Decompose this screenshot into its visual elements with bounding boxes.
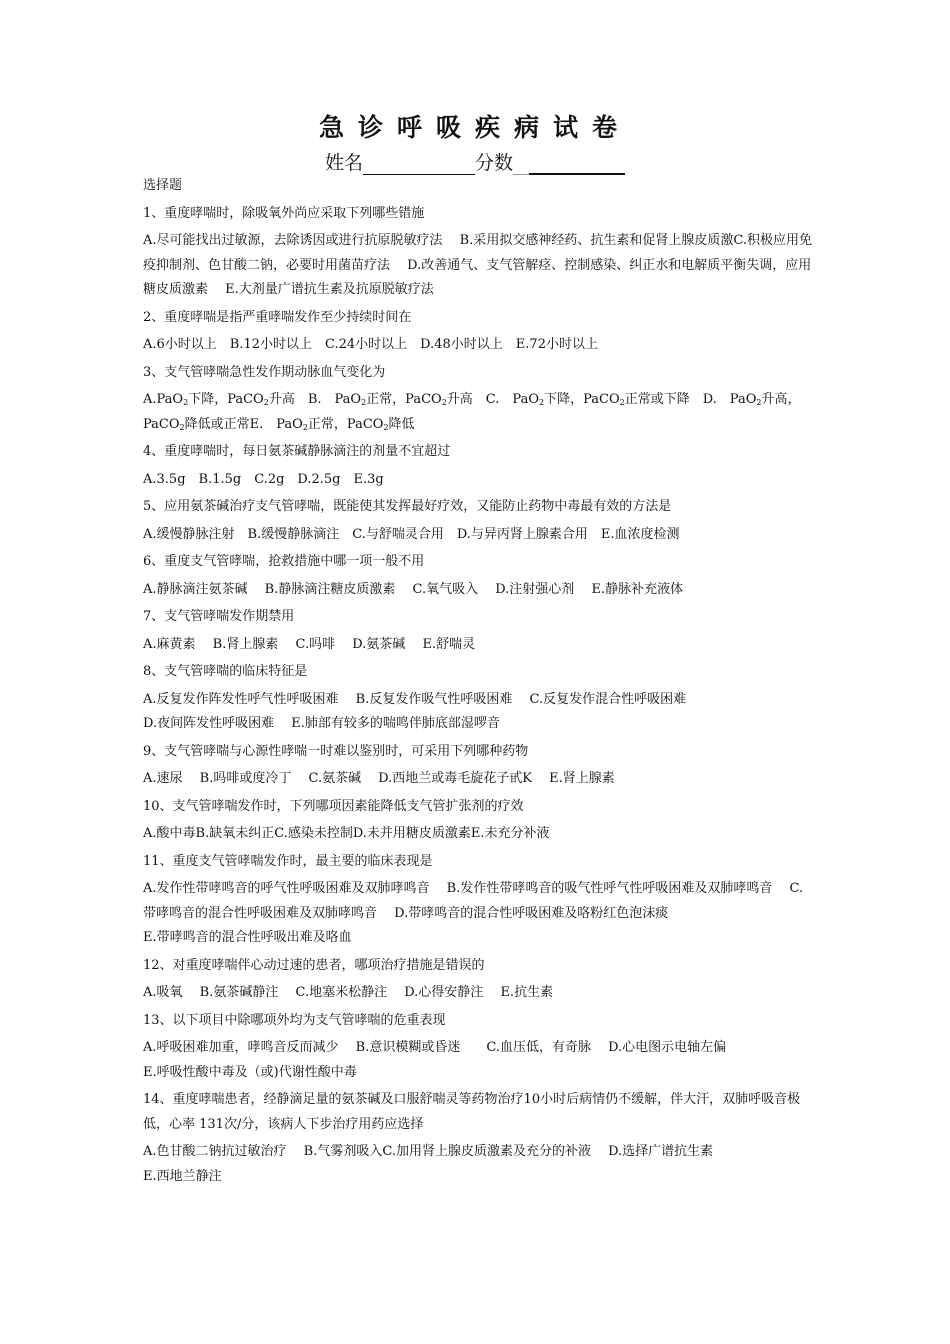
question-10: 10、支气管哮喘发作时，下列哪项因素能降低支气管扩张剂的疗效	[143, 798, 524, 814]
options-9: A.速尿 B.吗啡或度冷丁 C.氨茶碱 D.西地兰或毒毛旋花子甙K E.肾上腺素	[143, 771, 615, 786]
name-label: 姓名	[324, 152, 363, 174]
options-5: A.缓慢静脉注射 B.缓慢静脉滴注 C.与舒喘灵合用 D.与异丙肾上腺素合用 E.血浓度检测	[143, 526, 680, 542]
options-6: A.静脉滴注氨茶碱 B.静脉滴注糖皮质激素 C.氧气吸入 D.注射强心剂 E.静脉补充液体	[143, 581, 684, 597]
options-14: A.色甘酸二钠抗过敏治疗 B.气雾剂吸入C.加用肾上腺皮质激素及充分的补液 D.选择广谱抗生素 E.西地兰静注	[143, 1144, 714, 1184]
question-14: 14、重度哮喘患者，经静滴足量的氨茶碱及口服舒喘灵等药物治疗10小时后病情仍不缓解，伴大汗，双肺呼吸音极低，心率 131次/分，该病人下步治疗用药应选择	[143, 1092, 801, 1132]
question-1: 1、重度哮喘时，除吸氧外尚应采取下列哪些错施	[143, 205, 425, 221]
options-10: A.酸中毒B.缺氧未纠正C.感染未控制D.未并用糖皮质激素E.未充分补液	[143, 826, 550, 841]
name-score-line	[0, 148, 950, 175]
question-3: 3、支气管哮喘急性发作期动脉血气变化为	[143, 364, 386, 380]
options-12: A.吸氧 B.氨茶碱静注 C.地塞米松静注 D.心得安静注 E.抗生素	[143, 985, 554, 1000]
options-13: A.呼吸困难加重，哮鸣音反而减少 B.意识模糊或昏迷 C.血压低，有奇脉 D.心电图示电轴左偏 E.呼吸性酸中毒及（或)代谢性酸中毒	[143, 1040, 727, 1080]
question-2: 2、重度哮喘是指严重哮喘发作至少持续时间在	[143, 309, 412, 325]
options-11: A.发作性带哮鸣音的呼气性呼吸困难及双肺哮鸣音 B.发作性带哮鸣音的吸气性呼气性呼吸困难及双肺哮鸣音 C.带哮鸣音的混合性呼吸困难及双肺哮鸣音 D.带哮鸣音的混合性呼吸困难及咯粉红色泡沫痰 E.带哮鸣音的混合性呼吸出难及咯血	[143, 881, 804, 945]
name-blank[interactable]	[363, 156, 475, 175]
question-9: 9、支气管哮喘与心源性哮喘一时难以鉴别时，可采用下列哪种药物	[143, 743, 529, 759]
options-1: A.尽可能找出过敏源，去除诱因或进行抗原脱敏疗法 B.采用拟交感神经药、抗生素和促肾上腺皮质激C.积极应用免疫抑制剂、色甘酸二钠，必要时用菌苗疗法 D.改善通气、支气管解痉、控制感染、纠正水和电解质平衡失调，应用糖皮质激素 E.大剂量广谱抗生素及抗原脱敏疗法	[143, 233, 812, 297]
question-7: 7、支气管哮喘发作期禁用	[143, 609, 295, 624]
question-6: 6、重度支气管哮喘，抢救措施中哪一项一般不用	[143, 554, 425, 569]
section-title: 选择题	[143, 178, 183, 193]
score-blank-lead	[513, 156, 529, 175]
options-4: A.3.5g B.1.5g C.2g D.2.5g E.3g	[143, 471, 384, 487]
question-12: 12、对重度哮喘伴心动过速的患者，哪项治疗措施是错误的	[143, 957, 485, 973]
question-13: 13、以下项目中除哪项外均为支气管哮喘的危重表现	[143, 1012, 446, 1028]
question-8: 8、支气管哮喘的临床特征是	[143, 664, 308, 679]
question-5: 5、应用氨茶碱治疗支气管哮喘，既能使其发挥最好疗效，又能防止药物中毒最有效的方法是	[143, 499, 672, 514]
question-4: 4、重度哮喘时，每日氨茶碱静脉滴注的剂量不宜超过	[143, 444, 451, 459]
options-2: A.6小时以上 B.12小时以上 C.24小时以上 D.48小时以上 E.72小时以上	[143, 337, 598, 352]
options-8: A.反复发作阵发性呼气性呼吸困难 B.反复发作吸气性呼吸困难 C.反复发作混合性呼吸困难 D.夜间阵发性呼吸困难 E.肺部有较多的喘鸣伴肺底部湿啰音	[143, 691, 687, 731]
score-label: 分数	[475, 152, 514, 174]
score-blank[interactable]	[529, 155, 625, 175]
options-3: A.PaO$_2$下降，PaCO$_2$升高 B. PaO$_2$正常，PaCO$_2$升高 C. PaO$_2$下降，PaCO$_2$正常或下降 D. PaO$_2$升高，PaCO$_2$降低或正常E. PaO$_2$正常，PaCO$_2$降低	[143, 392, 801, 432]
exam-body	[143, 174, 815, 1189]
exam-title: 急诊呼吸疾病试卷	[318, 113, 631, 142]
question-11: 11、重度支气管哮喘发作时，最主要的临床表现是	[143, 853, 433, 869]
options-7: A.麻黄素 B.肾上腺素 C.吗啡 D.氨茶碱 E.舒喘灵	[143, 636, 476, 652]
